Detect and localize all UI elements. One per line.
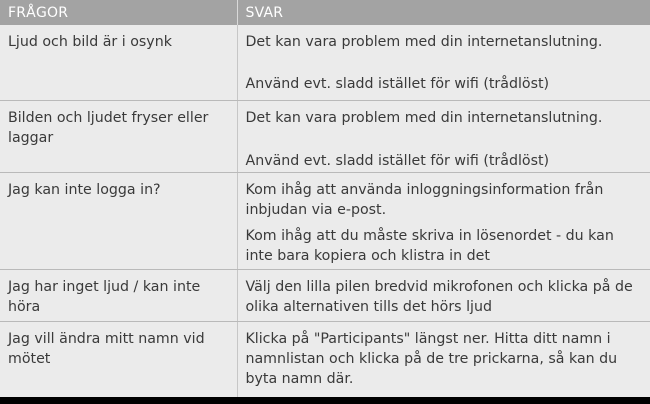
answer-paragraph: Det kan vara problem med din internetanslutning. (245, 109, 603, 126)
answer-cell (237, 269, 650, 321)
answer-paragraph: Använd evt. sladd istället för wifi (trådlöst) (245, 76, 550, 92)
answers-column-header: SVAR (237, 0, 650, 25)
answer-paragraph: Klicka på "Participants" längst ner. Hitta ditt namn i namnlistan och klicka på de tre prickarna, så kan du byta namn där. (245, 330, 618, 387)
answer-cell (237, 25, 650, 100)
table-row (0, 269, 650, 321)
question-cell: Bilden och ljudet fryser eller laggar (0, 100, 237, 172)
answer-paragraph: Kom ihåg att använda inloggningsinformation från inbjudan via e-post. (245, 181, 604, 218)
questions-column-header: FRÅGOR (0, 0, 237, 25)
table-header-row (0, 0, 650, 25)
question-cell: Jag kan inte logga in? (0, 172, 237, 269)
table-row (0, 100, 650, 172)
table-row (0, 172, 650, 269)
answer-cell (237, 172, 650, 269)
answer-cell (237, 100, 650, 172)
answer-cell (237, 321, 650, 397)
answer-paragraph: Välj den lilla pilen bredvid mikrofonen och klicka på de olika alternativen tills det hörs ljud (245, 278, 633, 315)
question-cell: Ljud och bild är i osynk (0, 25, 237, 100)
table-row (0, 25, 650, 100)
question-cell: Jag har inget ljud / kan inte höra (0, 269, 237, 321)
table-row (0, 321, 650, 397)
answer-paragraph: Kom ihåg att du måste skriva in lösenordet - du kan inte bara kopiera och klistra in det (245, 227, 614, 264)
question-cell: Jag vill ändra mitt namn vid mötet (8, 330, 205, 367)
answer-paragraph: Det kan vara problem med din internetanslutning. (245, 34, 603, 50)
answer-paragraph: Använd evt. sladd istället för wifi (trådlöst) (245, 152, 550, 169)
